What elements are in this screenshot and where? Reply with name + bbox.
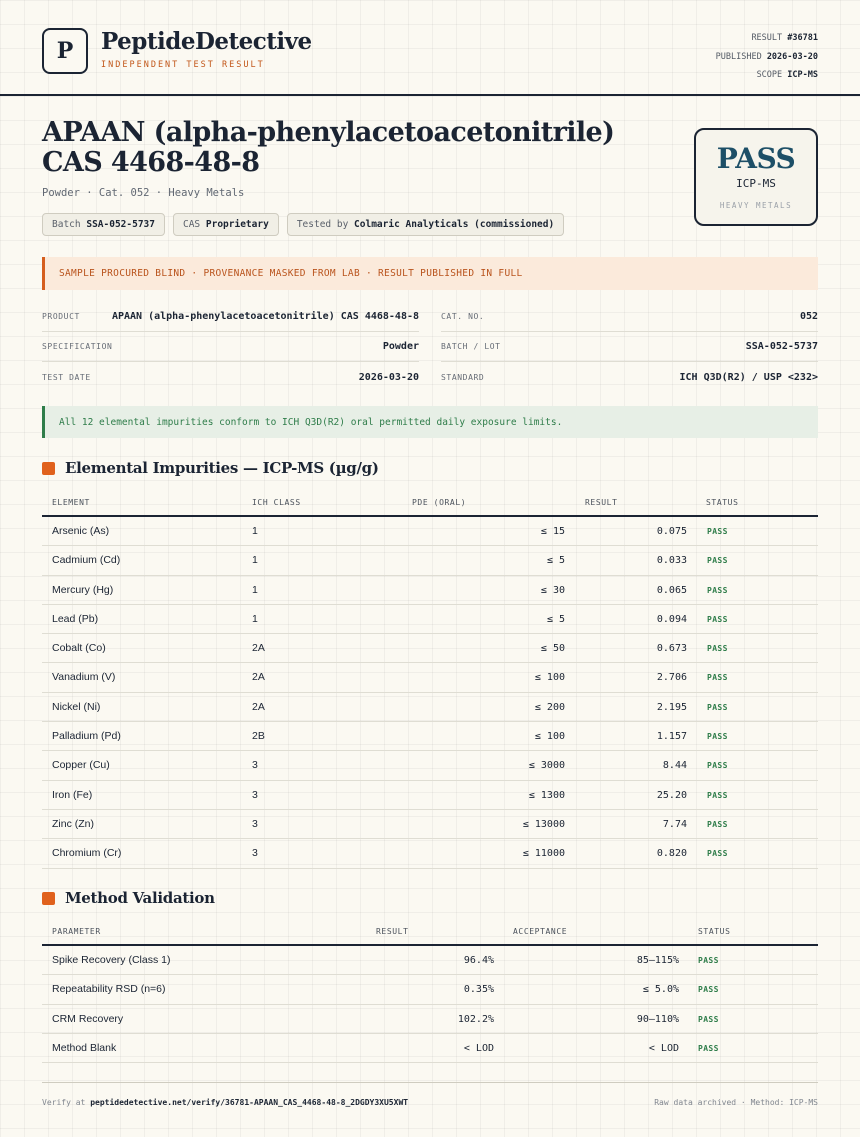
info-label: SPECIFICATION [42,342,113,351]
table-row [42,810,818,839]
col-element: ELEMENT [52,498,90,507]
info-label: BATCH / LOT [441,342,501,351]
info-label: STANDARD [441,372,485,382]
table-row [42,946,818,975]
info-cat-no [441,302,818,332]
col-status: STATUS [706,498,739,507]
verify-label: Verify at [42,1098,86,1107]
impurities-section-title [42,459,379,477]
cell-result: 0.033 [656,555,687,567]
info-label: TEST DATE [42,372,91,382]
cell-acceptance: 85–115% [636,955,679,966]
chip-label: CAS [182,219,201,230]
cell-result: 8.44 [662,760,687,772]
col-status: STATUS [698,927,731,936]
conformance-banner: All 12 elemental impurities conform to ICH Q3D(R2) oral permitted daily exposure limits. [42,406,818,438]
brand-logo: P [42,28,88,74]
cell-ich-class: 2A [252,642,265,655]
cell-pde: ≤ 30 [540,584,565,596]
cell-element: Cadmium (Cd) [52,554,121,567]
cell-pde: ≤ 50 [540,643,565,655]
product-title: APAAN (alpha-phenylacetoacetonitrile) CAS 4468-48-8 [42,117,615,178]
status-badge: PASS [698,1014,719,1024]
cell-pde: ≤ 3000 [528,760,565,772]
table-row [42,722,818,751]
status-badge: PASS [707,556,728,566]
cell-result: 0.35% [463,984,494,996]
brand-tagline: INDEPENDENT TEST RESULT [101,60,265,70]
info-value: SSA-052-5737 [745,341,818,352]
cell-result: 96.4% [463,955,494,966]
info-value: APAAN (alpha-phenylacetoacetonitrile) CAS 4468-48-8 [111,311,419,322]
product-chips [42,213,564,236]
cell-pde: ≤ 5 [546,555,565,567]
cell-ich-class: 1 [252,554,258,567]
cell-ich-class: 1 [252,612,258,625]
table-row [42,1034,818,1063]
info-label: CAT. NO. [441,312,485,321]
status-badge: PASS [707,819,728,829]
table-row [42,751,818,780]
status-badge: PASS [707,732,728,742]
section-marker-icon [42,892,55,905]
cell-result: 2.195 [656,701,687,713]
validation-body [42,946,818,1063]
chip-value: Colmaric Analyticals (commissioned) [354,219,555,230]
table-row [42,839,818,868]
status-badge: PASS [707,644,728,654]
product-info-grid [42,302,818,394]
status-badge: PASS [707,790,728,800]
cell-pde: ≤ 5 [546,613,565,625]
col-acceptance: ACCEPTANCE [513,927,568,936]
validation-section-title [42,889,215,907]
verify-line [42,1098,408,1107]
stamp-method: ICP-MS [736,177,776,190]
cell-element: Lead (Pb) [52,612,99,625]
table-row [42,605,818,634]
chip-value: Proprietary [205,219,269,230]
info-product [42,302,419,332]
table-row [42,781,818,810]
info-label: PRODUCT [42,312,80,321]
info-standard [441,362,818,392]
section-title-text: Method Validation [65,889,215,907]
cell-ich-class: 3 [252,788,258,801]
cell-ich-class: 2A [252,700,265,713]
status-badge: PASS [707,702,728,712]
impurities-body [42,517,818,869]
table-header [42,917,818,946]
cell-parameter: Repeatability RSD (n=6) [52,983,166,996]
cell-result: < LOD [463,1042,494,1054]
scope-value: ICP-MS [787,70,818,80]
product-subtitle: Powder · Cat. 052 · Heavy Metals [42,187,245,199]
cell-element: Mercury (Hg) [52,583,114,596]
cell-element: Copper (Cu) [52,759,110,772]
status-badge: PASS [698,956,719,965]
published-date: 2026-03-20 [766,51,818,62]
cell-element: Iron (Fe) [52,788,93,801]
report-meta [716,29,818,85]
col-pde: PDE (ORAL) [412,498,467,507]
cell-ich-class: 2A [252,671,265,684]
cell-element: Zinc (Zn) [52,817,94,830]
col-ich-class: ICH CLASS [252,498,301,507]
table-row [42,1005,818,1034]
result-number: #36781 [787,33,818,43]
cell-element: Vanadium (V) [52,671,116,684]
cell-ich-class: 3 [252,817,258,830]
cell-result: 0.075 [656,526,687,537]
validation-table [42,917,818,1063]
cell-result: 2.706 [656,672,687,684]
col-result: RESULT [585,498,618,507]
status-badge: PASS [698,985,719,995]
table-header [42,488,818,517]
info-value: Powder [382,341,419,352]
cell-result: 0.065 [656,584,687,596]
cell-pde: ≤ 100 [534,731,565,743]
table-row [42,975,818,1004]
status-badge: PASS [707,849,728,859]
verify-link[interactable]: peptidedetective.net/verify/36781-APAAN_CAS_4468-48-8_2DGDY3XU5XWT [90,1098,409,1107]
info-value: 2026-03-20 [358,371,419,383]
archive-note: Raw data archived · Method: ICP-MS [654,1098,818,1107]
cell-pde: ≤ 13000 [522,818,565,830]
cas-chip [173,213,279,236]
brand-name: PeptideDetective [101,28,312,55]
result-label: RESULT [751,33,783,43]
status-badge: PASS [707,673,728,683]
cell-element: Cobalt (Co) [52,642,106,655]
cell-pde: ≤ 200 [534,701,565,713]
cell-ich-class: 3 [252,847,258,860]
cell-acceptance: < LOD [648,1042,679,1054]
cell-element: Nickel (Ni) [52,700,101,713]
stamp-category: HEAVY METALS [719,201,793,210]
table-row [42,634,818,663]
info-value: 052 [799,311,818,322]
cell-acceptance: 90–110% [636,1013,679,1025]
status-badge: PASS [707,614,728,624]
col-result: RESULT [376,927,409,936]
status-badge: PASS [707,761,728,771]
status-badge: PASS [707,527,728,536]
cell-result: 0.673 [656,643,687,655]
cell-pde: ≤ 1300 [528,789,565,801]
table-row [42,576,818,605]
table-row [42,546,818,575]
cell-pde: ≤ 100 [534,672,565,684]
table-row [42,663,818,692]
batch-chip [42,213,165,236]
info-test-date [42,362,419,392]
cell-result: 0.094 [656,613,687,625]
info-value: ICH Q3D(R2) / USP <232> [679,371,818,383]
cell-acceptance: ≤ 5.0% [642,984,679,996]
cell-result: 102.2% [457,1013,494,1025]
cell-result: 7.74 [662,818,687,830]
section-title-text: Elemental Impurities — ICP-MS (µg/g) [65,459,379,477]
cell-parameter: CRM Recovery [52,1012,124,1025]
cell-result: 25.20 [656,789,687,801]
cell-element: Arsenic (As) [52,525,110,537]
chip-label: Batch [52,219,81,230]
status-badge: PASS [707,585,728,595]
cell-pde: ≤ 15 [540,526,565,537]
table-row [42,517,818,546]
cell-result: 0.820 [656,848,687,860]
cell-element: Chromium (Cr) [52,847,122,860]
cell-ich-class: 1 [252,525,258,537]
cell-ich-class: 3 [252,759,258,772]
chip-value: SSA-052-5737 [86,219,155,230]
pass-stamp [694,128,818,226]
blind-procurement-notice: SAMPLE PROCURED BLIND · PROVENANCE MASKED FROM LAB · RESULT PUBLISHED IN FULL [42,257,818,290]
cell-parameter: Method Blank [52,1041,117,1054]
cell-pde: ≤ 11000 [522,848,565,860]
cell-ich-class: 1 [252,583,258,596]
chip-label: Tested by [296,219,349,230]
info-specification [42,332,419,362]
table-row [42,693,818,722]
section-marker-icon [42,462,55,475]
report-header [0,0,860,96]
tested-by-chip [287,213,564,236]
cell-result: 1.157 [656,731,687,743]
impurities-table [42,488,818,869]
cell-parameter: Spike Recovery (Class 1) [52,954,171,966]
status-badge: PASS [698,1043,719,1053]
cell-ich-class: 2B [252,730,265,743]
stamp-verdict: PASS [716,142,796,175]
published-label: PUBLISHED [715,51,762,62]
col-parameter: PARAMETER [52,927,101,936]
report-footer [42,1082,818,1107]
cell-element: Palladium (Pd) [52,730,121,743]
scope-label: SCOPE [756,70,783,80]
info-batch-lot [441,332,818,362]
